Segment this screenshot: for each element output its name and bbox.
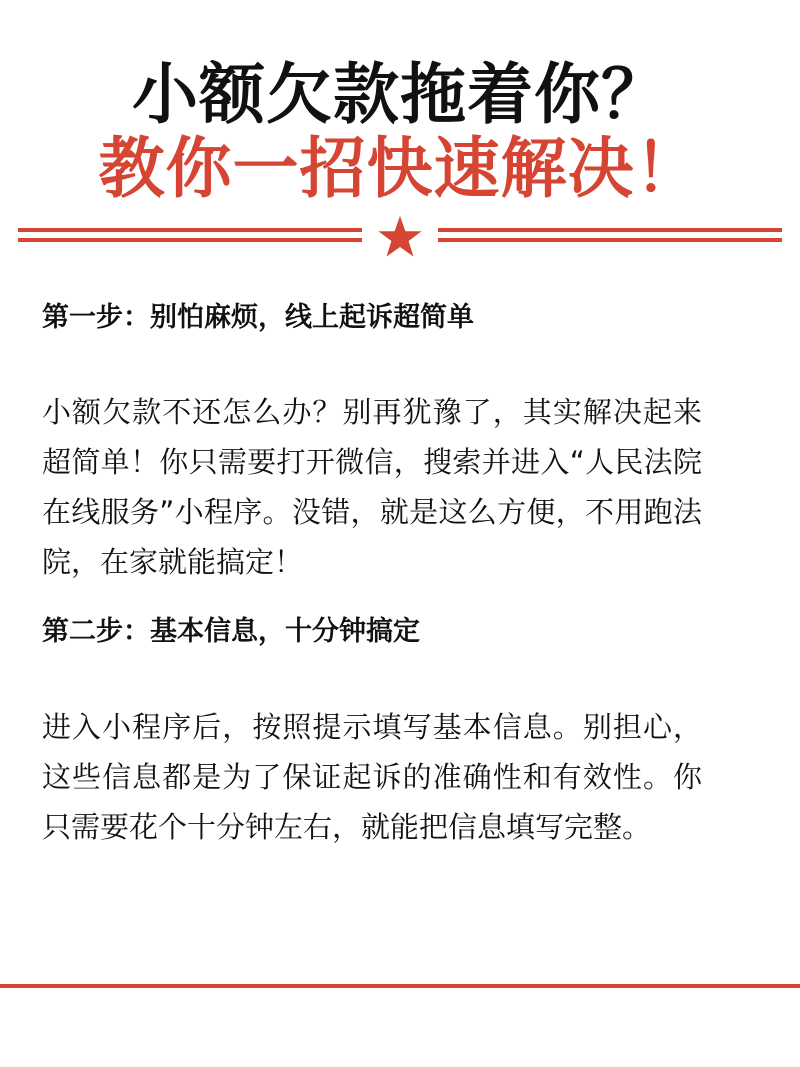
divider-rule-right-top bbox=[438, 228, 782, 232]
page-subtitle: 教你一招快速解决！ bbox=[98, 129, 702, 207]
divider-rule-left-bottom bbox=[18, 238, 362, 242]
divider-rule-right-bottom bbox=[438, 238, 782, 242]
section-heading-step-1: 第一步：别怕麻烦，线上起诉超简单 bbox=[42, 302, 474, 333]
divider-rule-left-top bbox=[18, 228, 362, 232]
section-body-step-1: 小额欠款不还怎么办？别再犹豫了，其实解决起来超简单！你只需要打开微信，搜索并进入“人民法院在线服务”小程序。没错，就是这么方便，不用跑法院，在家就能搞定！ bbox=[42, 395, 702, 579]
section-heading-step-2: 第二步：基本信息，十分钟搞定 bbox=[42, 616, 420, 647]
decorative-divider bbox=[18, 214, 782, 260]
bottom-divider bbox=[0, 984, 800, 988]
section-body-step-2: 进入小程序后，按照提示填写基本信息。别担心，这些信息都是为了保证起诉的准确性和有效性。你只需要花个十分钟左右，就能把信息填写完整。 bbox=[42, 710, 702, 844]
page-title: 小额欠款拖着你？ bbox=[132, 55, 668, 133]
star-icon bbox=[377, 214, 423, 260]
